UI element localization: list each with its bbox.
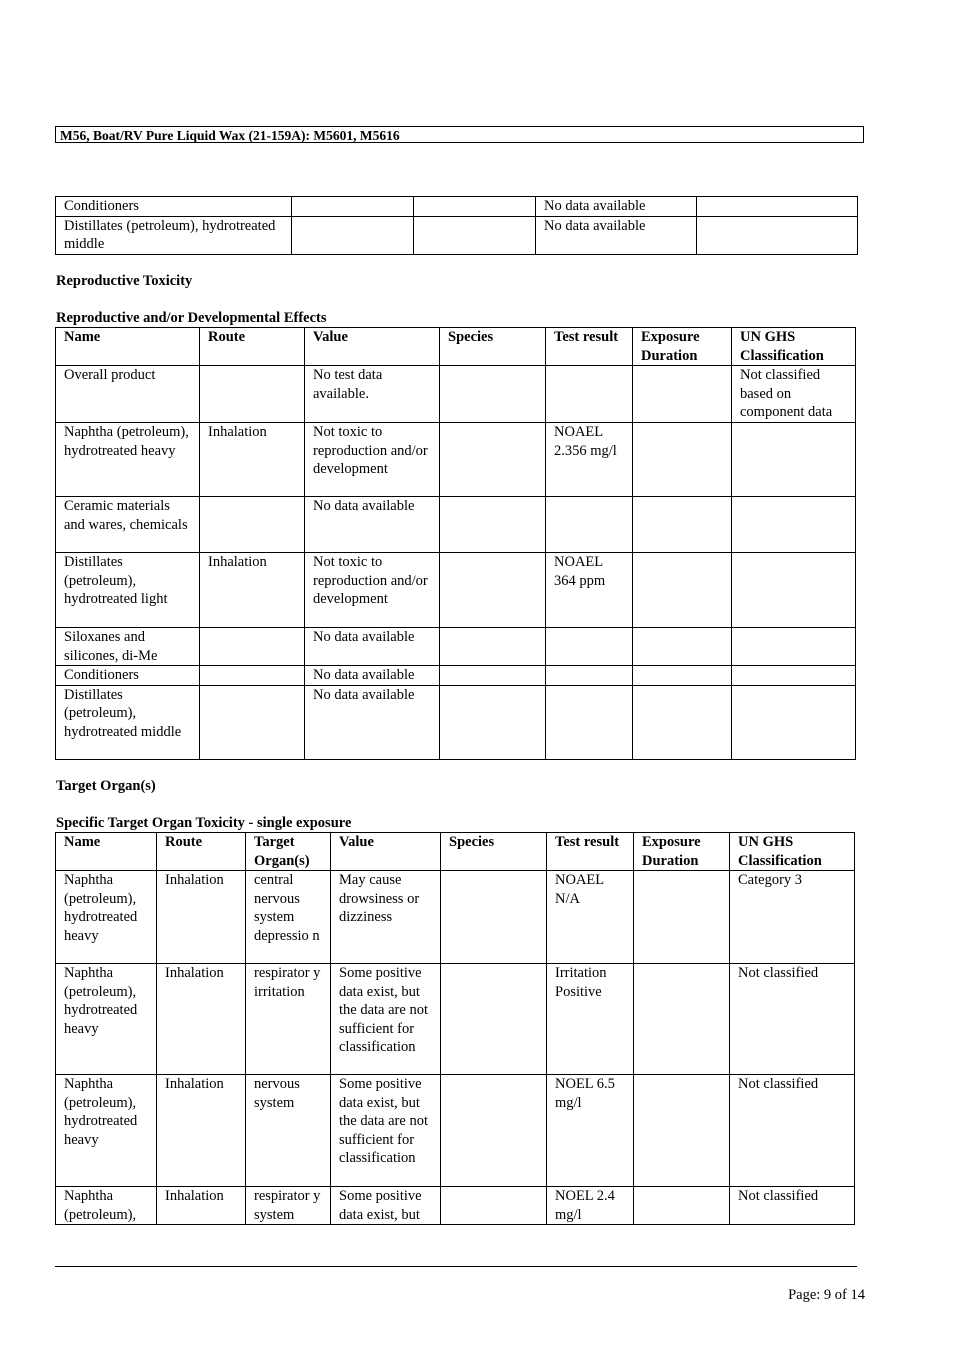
cell: Naphtha (petroleum), hydrotreated heavy: [56, 423, 200, 497]
column-header: Value: [331, 833, 441, 871]
cell: NOAEL 364 ppm: [546, 553, 633, 628]
cell: [440, 666, 546, 686]
cell: No data available: [305, 685, 440, 759]
cell: [697, 216, 858, 254]
cell: [200, 366, 305, 423]
cell: No data available: [305, 628, 440, 666]
cell: [732, 553, 856, 628]
cell: [441, 964, 547, 1075]
cell: Irritation Positive: [547, 964, 634, 1075]
cell: Inhalation: [200, 423, 305, 497]
cell: Conditioners: [56, 666, 200, 686]
cell: [633, 423, 732, 497]
cell: NOAEL 2.356 mg/l: [546, 423, 633, 497]
cell: Distillates (petroleum), hydrotreated middle: [56, 685, 200, 759]
cell: [546, 666, 633, 686]
cell: [546, 685, 633, 759]
cell: [697, 197, 858, 217]
cell: [732, 685, 856, 759]
cell: [440, 423, 546, 497]
cell: [546, 628, 633, 666]
cell: Naphtha (petroleum), hydrotreated heavy: [56, 871, 157, 964]
cell: [440, 553, 546, 628]
cell: May cause drowsiness or dizziness: [331, 871, 441, 964]
cell: Some positive data exist, but the data are not sufficient for classification: [331, 1075, 441, 1187]
continued-table: [55, 196, 858, 255]
cell: respirator y system: [246, 1187, 331, 1225]
table-row: [56, 871, 855, 964]
cell: Siloxanes and silicones, di-Me: [56, 628, 200, 666]
table-row: [56, 964, 855, 1075]
cell: [546, 497, 633, 553]
column-header: Route: [200, 328, 305, 366]
table-header-row: [56, 328, 856, 366]
column-header: UN GHS Classification: [732, 328, 856, 366]
cell: [200, 497, 305, 553]
cell: Not classified: [730, 1075, 855, 1187]
cell: [633, 497, 732, 553]
cell: Some positive data exist, but: [331, 1187, 441, 1225]
subsection-heading-stot-single: Specific Target Organ Toxicity - single exposure: [56, 815, 352, 831]
cell: [633, 366, 732, 423]
cell: respirator y irritation: [246, 964, 331, 1075]
cell: No data available: [536, 197, 697, 217]
cell: [732, 628, 856, 666]
cell: Inhalation: [200, 553, 305, 628]
table-row: [56, 197, 858, 217]
column-header: Test result: [546, 328, 633, 366]
cell: [292, 197, 414, 217]
table-row: [56, 553, 856, 628]
cell: [200, 628, 305, 666]
cell: No data available: [305, 497, 440, 553]
section-heading-reproductive: Reproductive Toxicity: [56, 273, 193, 289]
cell: [440, 366, 546, 423]
cell: [292, 216, 414, 254]
cell: No data available: [536, 216, 697, 254]
cell: [440, 628, 546, 666]
cell: [414, 197, 536, 217]
cell: Ceramic materials and wares, chemicals: [56, 497, 200, 553]
cell: Category 3: [730, 871, 855, 964]
cell: Inhalation: [157, 1075, 246, 1187]
cell: [634, 871, 730, 964]
cell: [634, 1187, 730, 1225]
column-header: Exposure Duration: [633, 328, 732, 366]
cell: Not classified based on component data: [732, 366, 856, 423]
column-header: Test result: [547, 833, 634, 871]
cell: Not classified: [730, 964, 855, 1075]
cell: Naphtha (petroleum), hydrotreated heavy: [56, 964, 157, 1075]
cell: [546, 366, 633, 423]
cell: Not toxic to reproduction and/or development: [305, 423, 440, 497]
table-row: [56, 628, 856, 666]
column-header: Route: [157, 833, 246, 871]
cell: [440, 497, 546, 553]
table-row: [56, 216, 858, 254]
table-row: [56, 423, 856, 497]
cell: Conditioners: [56, 197, 292, 217]
cell: Inhalation: [157, 964, 246, 1075]
column-header: Exposure Duration: [634, 833, 730, 871]
cell: Not classified: [730, 1187, 855, 1225]
document-header: M56, Boat/RV Pure Liquid Wax (21-159A): M5601, M5616: [55, 126, 864, 143]
cell: [441, 1075, 547, 1187]
table-header-row: [56, 833, 855, 871]
cell: [200, 685, 305, 759]
column-header: Target Organ(s): [246, 833, 331, 871]
cell: [633, 553, 732, 628]
table-row: [56, 366, 856, 423]
table-row: [56, 666, 856, 686]
cell: [732, 497, 856, 553]
column-header: Name: [56, 328, 200, 366]
cell: Inhalation: [157, 1187, 246, 1225]
cell: [440, 685, 546, 759]
cell: [441, 871, 547, 964]
section-heading-target-organ: Target Organ(s): [56, 778, 156, 794]
cell: [633, 685, 732, 759]
cell: Distillates (petroleum), hydrotreated middle: [56, 216, 292, 254]
table-row: [56, 497, 856, 553]
table-row: [56, 1187, 855, 1225]
cell: [634, 964, 730, 1075]
cell: No data available: [305, 666, 440, 686]
cell: [634, 1075, 730, 1187]
column-header: Value: [305, 328, 440, 366]
column-header: UN GHS Classification: [730, 833, 855, 871]
cell: Overall product: [56, 366, 200, 423]
cell: Naphtha (petroleum),: [56, 1187, 157, 1225]
cell: [732, 423, 856, 497]
column-header: Species: [440, 328, 546, 366]
cell: Inhalation: [157, 871, 246, 964]
footer-divider: [55, 1266, 857, 1267]
cell: No test data available.: [305, 366, 440, 423]
cell: NOEL 2.4 mg/l: [547, 1187, 634, 1225]
cell: Not toxic to reproduction and/or development: [305, 553, 440, 628]
reproductive-table: [55, 327, 856, 760]
cell: [633, 666, 732, 686]
subsection-heading-reproductive-effects: Reproductive and/or Developmental Effects: [56, 310, 327, 326]
cell: Distillates (petroleum), hydrotreated light: [56, 553, 200, 628]
cell: NOAEL N/A: [547, 871, 634, 964]
cell: [414, 216, 536, 254]
target-organ-table: [55, 832, 855, 1225]
cell: Some positive data exist, but the data are not sufficient for classification: [331, 964, 441, 1075]
cell: nervous system: [246, 1075, 331, 1187]
cell: central nervous system depressio n: [246, 871, 331, 964]
table-row: [56, 685, 856, 759]
cell: NOEL 6.5 mg/l: [547, 1075, 634, 1187]
cell: [732, 666, 856, 686]
page-number: Page: 9 of 14: [788, 1287, 865, 1303]
column-header: Name: [56, 833, 157, 871]
cell: Naphtha (petroleum), hydrotreated heavy: [56, 1075, 157, 1187]
table-row: [56, 1075, 855, 1187]
cell: [200, 666, 305, 686]
column-header: Species: [441, 833, 547, 871]
cell: [441, 1187, 547, 1225]
cell: [633, 628, 732, 666]
